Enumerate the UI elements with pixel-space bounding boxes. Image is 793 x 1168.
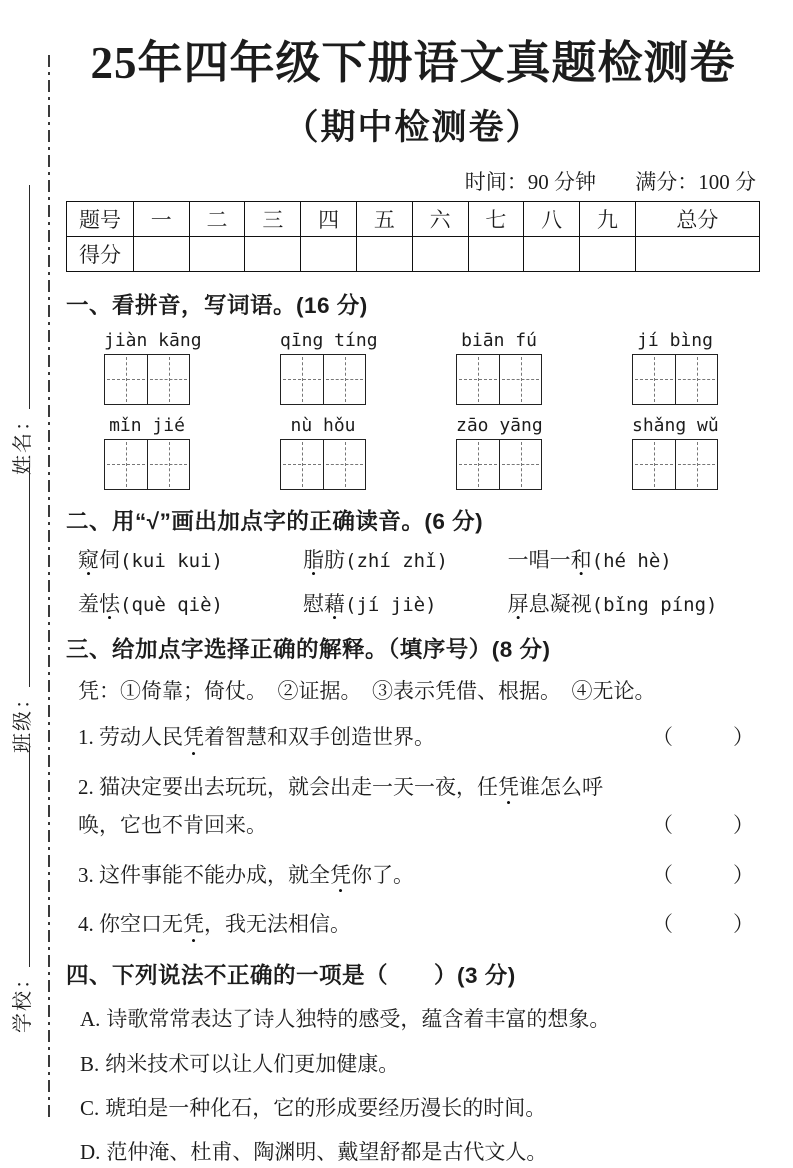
score-cell	[356, 236, 412, 271]
pinyin-word-group	[632, 330, 718, 405]
writing-cell	[633, 440, 675, 489]
writing-cell	[147, 440, 189, 489]
dotted-char: 脂	[303, 547, 325, 572]
writing-cell	[499, 440, 541, 489]
col-1: 一	[133, 201, 189, 236]
pinyin-label: shǎng wǔ	[632, 414, 719, 436]
word-post: 肪	[324, 547, 346, 572]
option-label: D.	[80, 1140, 101, 1165]
option-text: 琥珀是一种化石，它的形成要经历漫长的时间。	[105, 1096, 547, 1121]
score-table	[66, 201, 760, 272]
pinyin-options: (kui kui)	[120, 549, 223, 572]
score-cell	[580, 236, 636, 271]
writing-cell	[457, 355, 499, 404]
page-title: 25年四年级下册语文真题检测卷	[90, 38, 736, 88]
writing-box	[280, 354, 366, 405]
dotted-char: 屏	[507, 591, 529, 616]
main-content	[66, 38, 760, 1168]
word-pre: 一唱一	[507, 547, 571, 572]
section3-heading: 三、给加点字选择正确的解释。（填序号）(8 分)	[66, 636, 551, 662]
dotted-char: 藉	[324, 591, 346, 616]
class-label: 班级：	[11, 687, 34, 753]
pinyin-label: qīng tíng	[280, 329, 378, 351]
score-cell	[301, 236, 357, 271]
writing-box	[280, 439, 366, 490]
writing-box	[104, 354, 190, 405]
explanation-item-1	[66, 719, 760, 757]
answer-blank: （ ）	[652, 862, 760, 887]
section3-definitions: 凭：①倚靠；倚仗。 ②证据。 ③表示凭借、根据。 ④无论。	[78, 678, 656, 703]
score-cell	[133, 236, 189, 271]
writing-cell	[675, 355, 717, 404]
pinyin-word-group	[104, 329, 202, 405]
item-number: 4.	[78, 912, 94, 937]
col-4: 四	[301, 201, 357, 236]
writing-cell	[675, 440, 717, 489]
item-text: 4. 你空口无凭，我无法相信。	[78, 906, 652, 944]
option-text: 诗歌常常表达了诗人独特的感受，蕴含着丰富的想象。	[106, 1007, 611, 1032]
section2-heading: 二、用“√”画出加点字的正确读音。(6 分)	[66, 508, 484, 534]
pronunciation-item	[303, 544, 508, 574]
school-label: 学校：	[11, 967, 34, 1033]
option-b	[66, 1050, 760, 1079]
writing-cell	[147, 355, 189, 404]
writing-cell	[633, 355, 675, 404]
pinyin-options: (jí jiè)	[345, 593, 437, 616]
dotted-char: 和	[570, 547, 592, 572]
word-pre: 羞	[78, 591, 99, 616]
writing-box	[104, 439, 190, 490]
name-blank-line	[10, 185, 30, 409]
item-text: 3. 这件事能不能办成，就全凭你了。	[78, 857, 652, 895]
name-label: 姓名：	[11, 409, 34, 475]
margin-class-field	[6, 463, 34, 753]
answer-blank: （ ）	[652, 812, 760, 837]
pronunciation-item	[78, 544, 303, 574]
pinyin-label: zāo yāng	[456, 414, 543, 436]
score-cell	[245, 236, 301, 271]
time-limit: 时间：90 分钟	[464, 169, 596, 194]
writing-cell	[323, 355, 365, 404]
pronunciation-item	[78, 588, 303, 618]
pinyin-row-2	[66, 415, 760, 490]
score-table-header-row	[67, 201, 760, 236]
answer-blank: （ ）	[652, 912, 760, 937]
pinyin-options: (què qiè)	[120, 593, 223, 616]
item-number: 3.	[78, 862, 94, 887]
margin-school-field	[6, 743, 34, 1033]
total-score-header: 总分	[635, 201, 759, 236]
dotted-char: 怯	[99, 591, 120, 616]
explanation-item-3	[66, 857, 760, 895]
pinyin-label: jí bìng	[637, 329, 713, 351]
margin-name-field	[6, 185, 34, 475]
dotted-char: 窥	[78, 547, 99, 572]
score-header: 得分	[67, 236, 134, 271]
pinyin-word-group	[280, 415, 366, 490]
score-cell	[468, 236, 524, 271]
score-cell	[412, 236, 468, 271]
pinyin-label: biān fú	[461, 329, 537, 351]
writing-cell	[281, 355, 323, 404]
col-5: 五	[356, 201, 412, 236]
explanation-item-2	[66, 769, 760, 845]
pinyin-word-group	[456, 415, 542, 490]
pinyin-label: mǐn jié	[109, 414, 185, 436]
writing-cell	[105, 440, 147, 489]
col-7: 七	[468, 201, 524, 236]
option-label: C.	[80, 1096, 100, 1121]
exam-info-line	[66, 166, 760, 196]
pinyin-options: (zhí zhǐ)	[345, 549, 448, 572]
answer-blank: （ ）	[652, 725, 760, 750]
question-number-header: 题号	[67, 201, 134, 236]
school-blank-line	[10, 743, 30, 967]
writing-cell	[105, 355, 147, 404]
pinyin-word-group	[632, 415, 718, 490]
writing-box	[456, 354, 542, 405]
pronunciation-item	[303, 588, 508, 618]
option-label: A.	[80, 1007, 101, 1032]
dotted-char: 凭	[498, 775, 519, 800]
section1-heading: 一、看拼音，写词语。(16 分)	[66, 292, 368, 318]
pinyin-word-group	[104, 415, 190, 490]
option-d	[66, 1138, 760, 1167]
total-score-cell	[635, 236, 759, 271]
writing-cell	[323, 440, 365, 489]
dotted-char: 凭	[183, 912, 204, 937]
item-number: 2.	[78, 775, 94, 800]
item-text: 2. 猫决定要出去玩玩，就会出走一天一夜，任凭谁怎么呼唤，它也不肯回来。	[78, 769, 652, 845]
score-cell	[189, 236, 245, 271]
pinyin-word-group	[456, 330, 542, 405]
option-label: B.	[80, 1051, 100, 1076]
word-pre: 慰	[303, 591, 325, 616]
page-subtitle: （期中检测卷）	[283, 107, 543, 147]
col-6: 六	[412, 201, 468, 236]
binding-dashdot-line	[48, 55, 50, 1122]
section4-heading: 四、下列说法不正确的一项是（ ）(3 分)	[66, 963, 516, 989]
full-score: 满分：100 分	[635, 169, 756, 194]
option-c	[66, 1094, 760, 1123]
pinyin-label: jiàn kāng	[104, 329, 202, 351]
col-2: 二	[189, 201, 245, 236]
item-text: 1. 劳动人民凭着智慧和双手创造世界。	[78, 719, 652, 757]
option-text: 范仲淹、杜甫、陶渊明、戴望舒都是古代文人。	[106, 1140, 548, 1165]
section2-items	[66, 544, 760, 618]
dotted-char: 凭	[330, 862, 351, 887]
col-8: 八	[524, 201, 580, 236]
item-number: 1.	[78, 725, 94, 750]
pinyin-label: nù hǒu	[290, 414, 356, 436]
writing-box	[632, 439, 718, 490]
pronunciation-item	[508, 588, 760, 618]
explanation-item-4	[66, 906, 760, 944]
option-a	[66, 1005, 760, 1034]
pinyin-row-1	[66, 330, 760, 405]
writing-cell	[457, 440, 499, 489]
score-cell	[524, 236, 580, 271]
col-3: 三	[245, 201, 301, 236]
class-blank-line	[10, 463, 30, 687]
dotted-char: 凭	[183, 725, 204, 750]
writing-box	[632, 354, 718, 405]
writing-cell	[499, 355, 541, 404]
score-table-score-row	[67, 236, 760, 271]
writing-cell	[281, 440, 323, 489]
word-post: 伺	[99, 547, 120, 572]
pinyin-options: (bǐng píng)	[591, 593, 718, 616]
option-text: 纳米技术可以让人们更加健康。	[105, 1051, 400, 1076]
pronunciation-item	[508, 544, 760, 574]
writing-box	[456, 439, 542, 490]
word-post: 息凝视	[528, 591, 592, 616]
pinyin-options: (hé hè)	[591, 549, 672, 572]
pinyin-word-group	[280, 329, 378, 405]
col-9: 九	[580, 201, 636, 236]
